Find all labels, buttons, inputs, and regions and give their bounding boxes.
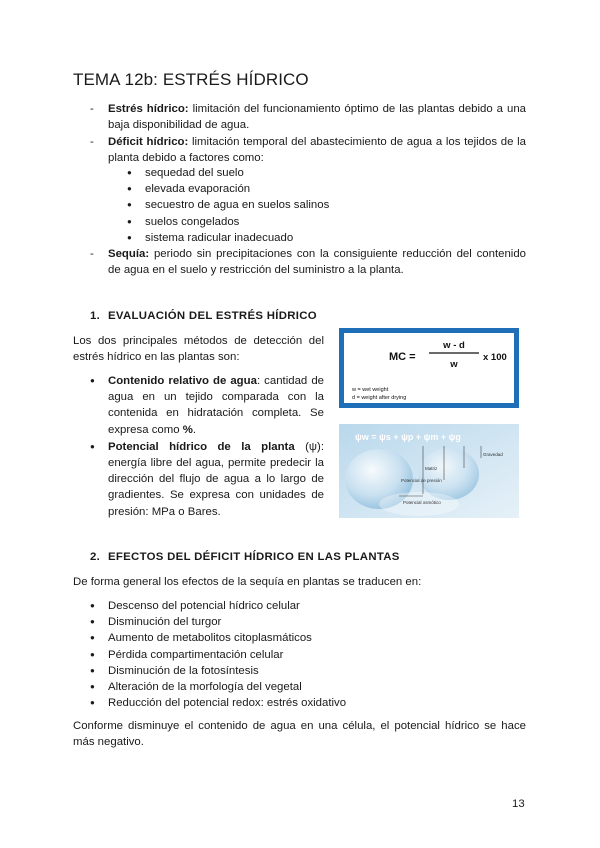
method-term: Contenido relativo de agua	[108, 375, 257, 387]
list-item: ● sistema radicular inadecuado	[127, 230, 329, 246]
method-text: (ψ): energía libre del agua, permite predecir la dirección del flujo de agua a lo largo de gradientes. Se expresa con unidades de presión: MPa o Bares.	[108, 440, 324, 518]
dash-marker: -	[90, 248, 94, 260]
section1-intro: Los dos principales métodos de detección del estrés hídrico en las plantas son:	[73, 335, 324, 364]
list-item: ● Descenso del potencial hídrico celular	[90, 598, 346, 614]
list-item: ● secuestro de agua en suelos salinos	[127, 197, 329, 213]
formula-lhs: MC =	[389, 351, 416, 363]
definition-text: limitación temporal del abastecimiento de agua a los tejidos de la planta debido a factores como:	[108, 136, 526, 165]
label-osmotico: Potencial osmótico	[403, 500, 441, 505]
dash-marker: -	[90, 103, 94, 115]
list-item: ● Pérdida compartimentación celular	[90, 647, 346, 663]
label-matriz: Matriz	[425, 466, 438, 471]
list-item	[90, 439, 324, 520]
section-heading-1	[90, 310, 317, 322]
section-number: 1.	[90, 310, 101, 322]
relative-water-content-formula	[339, 328, 519, 408]
formula-drawing	[344, 333, 514, 403]
dash-marker: -	[90, 136, 94, 148]
method-term: Potencial hídrico de la planta	[108, 440, 295, 453]
formula-multiplier: x 100	[483, 352, 507, 363]
definition-text: periodo sin precipitaciones con la consiguiente reducción del contenido de agua en el suelo y restricción del suministro a la planta.	[108, 248, 526, 277]
method-text: : cantidad de agua en un tejido comparada con la contenida en hidratación completa. Se expresa como	[108, 375, 324, 436]
formula-numerator: w - d	[443, 340, 465, 351]
label-gravedad: Gravedad	[483, 452, 503, 457]
definition-term: Déficit hídrico:	[108, 136, 189, 148]
list-item: ● Reducción del potencial redox: estrés oxidativo	[90, 695, 346, 711]
list-item: ● Alteración de la morfología del vegetal	[90, 679, 346, 695]
definition-term: Estrés hídrico:	[108, 103, 189, 115]
definition-sequia	[90, 246, 526, 278]
definition-text: limitación del funcionamiento óptimo de las plantas debido a una baja disponibilidad de agua.	[108, 103, 526, 132]
page-title: TEMA 12b: ESTRÉS HÍDRICO	[73, 70, 309, 89]
label-presion: Potencial de presión	[401, 478, 442, 483]
water-potential-figure	[339, 424, 519, 518]
list-item: ● suelos congelados	[127, 214, 329, 230]
methods-list	[90, 373, 324, 521]
section-title: EFECTOS DEL DÉFICIT HÍDRICO EN LAS PLANTAS	[108, 551, 400, 563]
definition-deficit	[90, 134, 526, 166]
method-text-end: .	[192, 423, 197, 436]
section-title: EVALUACIÓN DEL ESTRÉS HÍDRICO	[108, 310, 317, 322]
definition-estres	[90, 101, 526, 133]
water-drop-shape	[419, 448, 479, 500]
section-number: 2.	[90, 551, 101, 563]
water-potential-equation: ψw = ψs + ψp + ψm + ψg	[355, 432, 461, 442]
section-heading-2	[90, 551, 400, 563]
list-item: ● Disminución del turgor	[90, 614, 346, 630]
section2-intro: De forma general los efectos de la sequía en plantas se traducen en:	[73, 576, 422, 588]
page-number: 13	[512, 798, 525, 810]
formula-legend-d: d = weight after drying	[352, 395, 407, 401]
list-item: ● Aumento de metabolitos citoplasmáticos	[90, 630, 346, 646]
list-item: ● elevada evaporación	[127, 181, 329, 197]
effects-list	[90, 598, 346, 711]
list-item: ● sequedad del suelo	[127, 165, 329, 181]
formula-legend-w: w = wet weight	[352, 387, 389, 393]
water-potential-drawing	[339, 424, 519, 518]
formula-denominator: w	[450, 359, 458, 370]
deficit-factors-list	[127, 165, 329, 246]
definition-term: Sequía:	[108, 248, 150, 260]
list-item: ● Disminución de la fotosíntesis	[90, 663, 346, 679]
section2-conclusion: Conforme disminuye el contenido de agua en una célula, el potencial hídrico se hace más negativo.	[73, 720, 526, 749]
list-item	[90, 373, 324, 438]
method-emph: %	[182, 423, 193, 436]
